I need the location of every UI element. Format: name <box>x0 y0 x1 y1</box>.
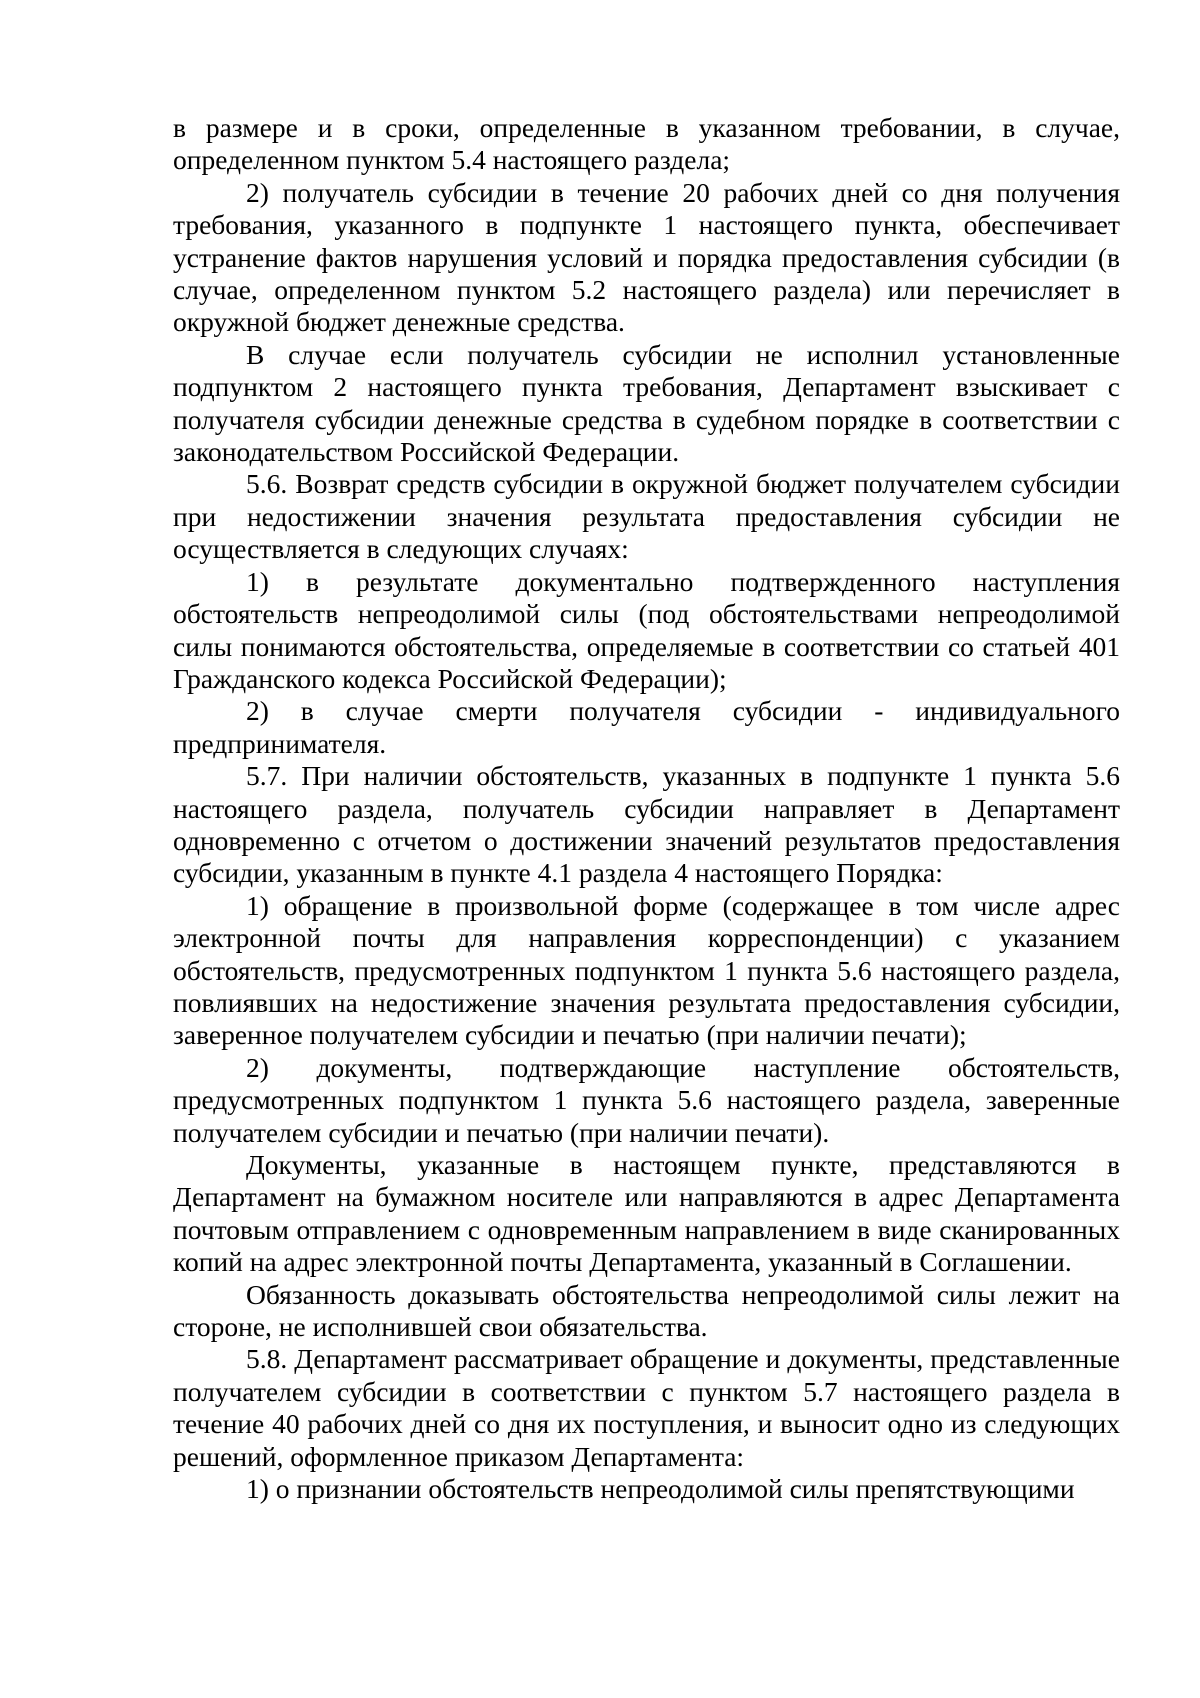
paragraph-5-7: 5.7. При наличии обстоятельств, указанных в подпункте 1 пункта 5.6 настоящего раздела, получатель субсидии направляет в Департамент одновременно с отчетом о достижении значений результатов предоставления субсидии, указанным в пункте 4.1 раздела 4 настоящего Порядка: <box>173 760 1120 889</box>
document-body <box>173 112 1120 1505</box>
paragraph-5-7-item-2: 2) документы, подтверждающие наступление обстоятельств, предусмотренных подпунктом 1 пункта 5.6 настоящего раздела, заверенные получателем субсидии и печатью (при наличии печати). <box>173 1051 1120 1148</box>
paragraph-item-2-obligation: 2) получатель субсидии в течение 20 рабочих дней со дня получения требования, указанного в подпункте 1 настоящего пункта, обеспечивает устранение фактов нарушения условий и порядка предоставления субсидии (в случае, определенном пунктом 5.2 настоящего раздела) или перечисляет в окружной бюджет денежные средства. <box>173 176 1120 338</box>
paragraph-5-6: 5.6. Возврат средств субсидии в окружной бюджет получателем субсидии при недостижении значения результата предоставления субсидии не осуществляется в следующих случаях: <box>173 468 1120 565</box>
paragraph-documents-submission: Документы, указанные в настоящем пункте, представляются в Департамент на бумажном носителе или направляются в адрес Департамента почтовым отправлением с одновременным направлением в виде сканированных копий на адрес электронной почты Департамента, указанный в Соглашении. <box>173 1149 1120 1278</box>
paragraph-5-8: 5.8. Департамент рассматривает обращение и документы, представленные получателем субсидии в соответствии с пунктом 5.7 настоящего раздела в течение 40 рабочих дней со дня их поступления, и выносит одно из следующих решений, оформленное приказом Департамента: <box>173 1343 1120 1472</box>
paragraph-burden-of-proof: Обязанность доказывать обстоятельства непреодолимой силы лежит на стороне, не исполнившей свои обязательства. <box>173 1278 1120 1343</box>
paragraph-5-6-item-1: 1) в результате документально подтвержденного наступления обстоятельств непреодолимой силы (под обстоятельствами непреодолимой силы понимаются обстоятельства, определяемые в соответствии со статьей 401 Гражданского кодекса Российской Федерации); <box>173 565 1120 694</box>
paragraph-5-7-item-1: 1) обращение в произвольной форме (содержащее в том числе адрес электронной почты для направления корреспонденции) с указанием обстоятельств, предусмотренных подпунктом 1 пункта 5.6 настоящего раздела, повлиявших на недостижение значения результата предоставления субсидии, заверенное получателем субсидии и печатью (при наличии печати); <box>173 889 1120 1051</box>
paragraph-5-8-item-1: 1) о признании обстоятельств непреодолимой силы препятствующими <box>246 1473 1075 1505</box>
paragraph-continuation: в размере и в сроки, определенные в указанном требовании, в случае, определенном пунктом 5.4 настоящего раздела; <box>173 112 1120 176</box>
paragraph-5-6-item-2: 2) в случае смерти получателя субсидии - индивидуального предпринимателя. <box>173 695 1120 759</box>
paragraph-court-recovery: В случае если получатель субсидии не исполнил установленные подпунктом 2 настоящего пункта требования, Департамент взыскивает с получателя субсидии денежные средства в судебном порядке в соответствии с законодательством Российской Федерации. <box>173 338 1120 468</box>
